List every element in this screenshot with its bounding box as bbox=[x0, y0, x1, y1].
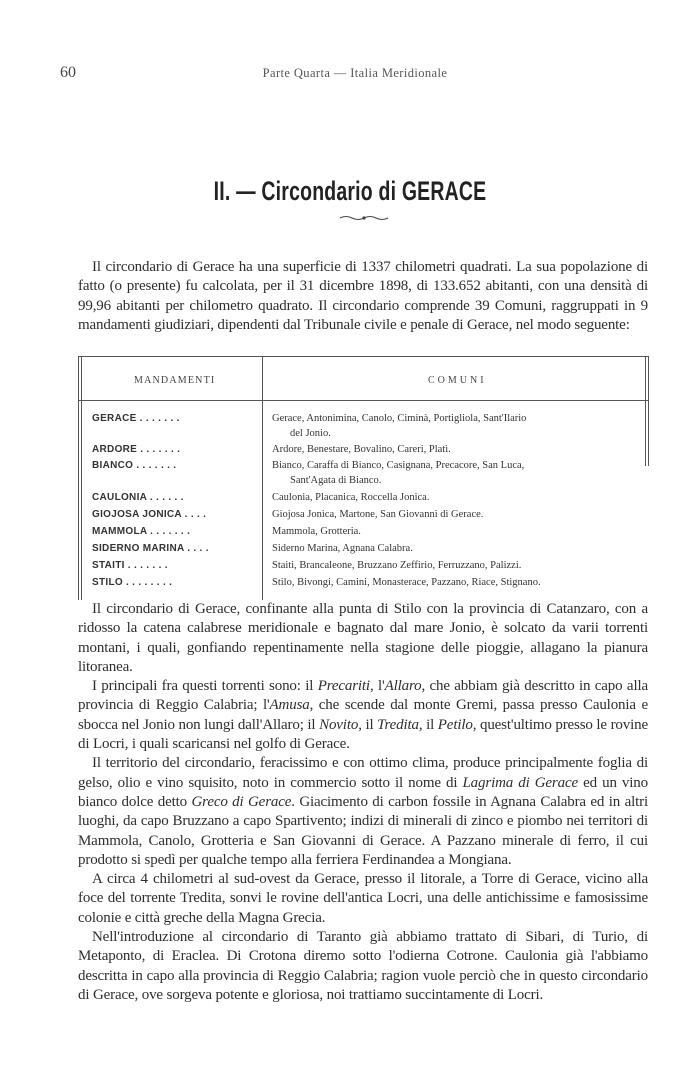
italic-run: Tredita bbox=[377, 716, 419, 733]
running-head bbox=[60, 64, 650, 84]
italic-run: Petilo bbox=[437, 716, 473, 733]
text-run: I principali fra questi torrenti sono: il bbox=[92, 678, 318, 695]
comuni-cell bbox=[272, 541, 634, 556]
title-ornament bbox=[338, 214, 390, 222]
comuni-cell bbox=[272, 507, 634, 522]
italic-run: Lagrima di Gerace bbox=[462, 774, 578, 791]
comuni-text: Staiti, Brancaleone, Bruzzano Zeffirio, Ferruzzano, Palizzi. bbox=[272, 560, 522, 571]
comuni-text: Giojosa Jonica, Martone, San Giovanni di Gerace. bbox=[272, 509, 484, 520]
table-border-right-outer bbox=[648, 356, 649, 466]
text-run: Il territorio del circondario, feracissimo e con ottimo clima, produce principalmente foglia di gelso, olio e vino squisito, noto in commercio sotto il nome di bbox=[78, 755, 648, 791]
comuni-cell bbox=[272, 490, 634, 505]
body-text bbox=[78, 600, 648, 1005]
comuni-cell bbox=[272, 458, 634, 488]
table-column-divider bbox=[262, 356, 263, 600]
table-border-left bbox=[78, 356, 79, 600]
text-run: , il bbox=[358, 716, 378, 733]
comuni-cell bbox=[272, 442, 634, 457]
comuni-text-cont: del Jonio. bbox=[290, 428, 331, 439]
mandamento-cell: SIDERNO MARINA . . . . bbox=[92, 543, 209, 554]
paragraph-5: Nell'introduzione al circondario di Taranto già abbiamo trattato di Sibari, di Turio, di Metaponto, di Eraclea. Di Crotona diremo sotto l'odierna Cotrone. Caulonia già l'abbiamo descritta in capo alla provincia di Reggio Calabria; ragion vuole perciò che in questo circondario di Gerace, ove sorgeva potente e gloriosa, noi trattiamo succintamente di Locri. bbox=[78, 929, 648, 1003]
comuni-text: Gerace, Antonimina, Canolo, Ciminà, Portigliola, Sant'Ilario bbox=[272, 413, 527, 424]
text-run: . Giacimento di carbon fossile in Agnana Calabra ed in altri luoghi, da capo Bruzzano a capo Spartivento; indizi di minerali di zinco e piombo nei territori di Mammola, Canolo, Grotteria e San Giovanni di Gerace. A Pazzano minerale di ferro, il cui prodotto si spedì per qualche tempo alla ferriera Ferdinandea a Mongiana. bbox=[78, 793, 648, 868]
paragraph-4: A circa 4 chilometri al sud-ovest da Gerace, presso il litorale, a Torre di Gerace, vicino alla foce del torrente Tredita, sonvi le rovine dell'antica Locri, una delle antichissime e famosissime colonie e città greche della Magna Grecia. bbox=[78, 871, 648, 926]
running-title: Parte Quarta — Italia Meridionale bbox=[262, 66, 448, 80]
paragraph-3 bbox=[78, 754, 648, 870]
italic-run: Allaro bbox=[384, 678, 422, 695]
comuni-cell bbox=[272, 411, 634, 441]
mandamento-cell: CAULONIA . . . . . . bbox=[92, 492, 184, 503]
paragraph-1: Il circondario di Gerace, confinante alla punta di Stilo con la provincia di Catanzaro, con a ridosso la catena calabrese meridionale e bagnato dal mare Jonio, è solcato da varii torrenti montani, i quali, gonfiando repentinamente nella stagione delle pioggie, allagano la pianura litoranea. bbox=[78, 601, 648, 675]
comuni-text: Stilo, Bivongi, Camini, Monasterace, Pazzano, Riace, Stignano. bbox=[272, 577, 541, 588]
comuni-cell bbox=[272, 558, 634, 573]
intro-text: Il circondario di Gerace ha una superficie di 1337 chilometri quadrati. La sua popolazione di fatto (o presente) fu calcolata, per il 31 dicembre 1898, di 133.652 abitanti, con una densità di 99,96 abitanti per chilometro quadrato. Il circondario comprende 39 Comuni, raggruppati in 9 mandamenti giudiziari, dipendenti dal Tribunale civile e penale di Gerace, nel modo seguente: bbox=[78, 259, 648, 333]
mandamento-cell: GIOJOSA JONICA . . . . bbox=[92, 509, 207, 520]
mandamento-cell: MAMMOLA . . . . . . . bbox=[92, 526, 191, 537]
text-run: , quest'ultimo presso le rovine di Locri, i quali scaricansi nel golfo di Gerace. bbox=[78, 716, 649, 753]
italic-run: Novito bbox=[319, 716, 359, 733]
comuni-text: Bianco, Caraffa di Bianco, Casignana, Precacore, San Luca, bbox=[272, 460, 525, 471]
intro-paragraph bbox=[78, 258, 648, 335]
text-run: , che abbiam già descritto in capo alla provincia di Reggio Calabria; l' bbox=[78, 678, 648, 714]
table-top-rule bbox=[78, 356, 649, 357]
mandamento-cell: ARDORE . . . . . . . bbox=[92, 444, 181, 455]
header-comuni: COMUNI bbox=[428, 375, 487, 386]
table-border-left-inner bbox=[81, 356, 82, 600]
comuni-text-cont: Sant'Agata di Bianco. bbox=[290, 475, 382, 486]
page-number: 60 bbox=[60, 64, 76, 81]
comuni-text: Ardore, Benestare, Bovalino, Careri, Platì. bbox=[272, 444, 451, 455]
text-run: , l' bbox=[369, 678, 385, 695]
comuni-text: Caulonia, Placanica, Roccella Jonica. bbox=[272, 492, 430, 503]
mandamento-cell: STAITI . . . . . . . bbox=[92, 560, 168, 571]
italic-run: Greco di Gerace bbox=[191, 793, 292, 810]
table-header-rule bbox=[78, 400, 649, 401]
mandamento-cell: STILO . . . . . . . . bbox=[92, 577, 173, 588]
mandamenti-table bbox=[78, 356, 648, 600]
chapter-title: II. — Circondario di GERACE bbox=[213, 176, 487, 206]
mandamento-cell: GERACE . . . . . . . bbox=[92, 413, 180, 424]
comuni-text: Siderno Marina, Agnana Calabra. bbox=[272, 543, 413, 554]
paragraph-2 bbox=[78, 677, 648, 754]
header-mandamenti: MANDAMENTI bbox=[134, 375, 216, 386]
italic-run: Precariti bbox=[317, 678, 370, 695]
text-run: , il bbox=[418, 716, 438, 733]
italic-run: Amusa bbox=[269, 697, 310, 714]
comuni-cell bbox=[272, 575, 634, 590]
text-run: , che scende dal monte Gremi, passa presso Caulonia e sbocca nel Jonio non lungi dall'Allaro; il bbox=[78, 697, 648, 733]
table-border-right bbox=[645, 356, 646, 466]
mandamento-cell: BIANCO . . . . . . . bbox=[92, 460, 177, 471]
text-run: ed un vino bianco dolce detto bbox=[78, 774, 648, 810]
comuni-text: Mammola, Grotteria. bbox=[272, 526, 361, 537]
comuni-cell bbox=[272, 524, 634, 539]
